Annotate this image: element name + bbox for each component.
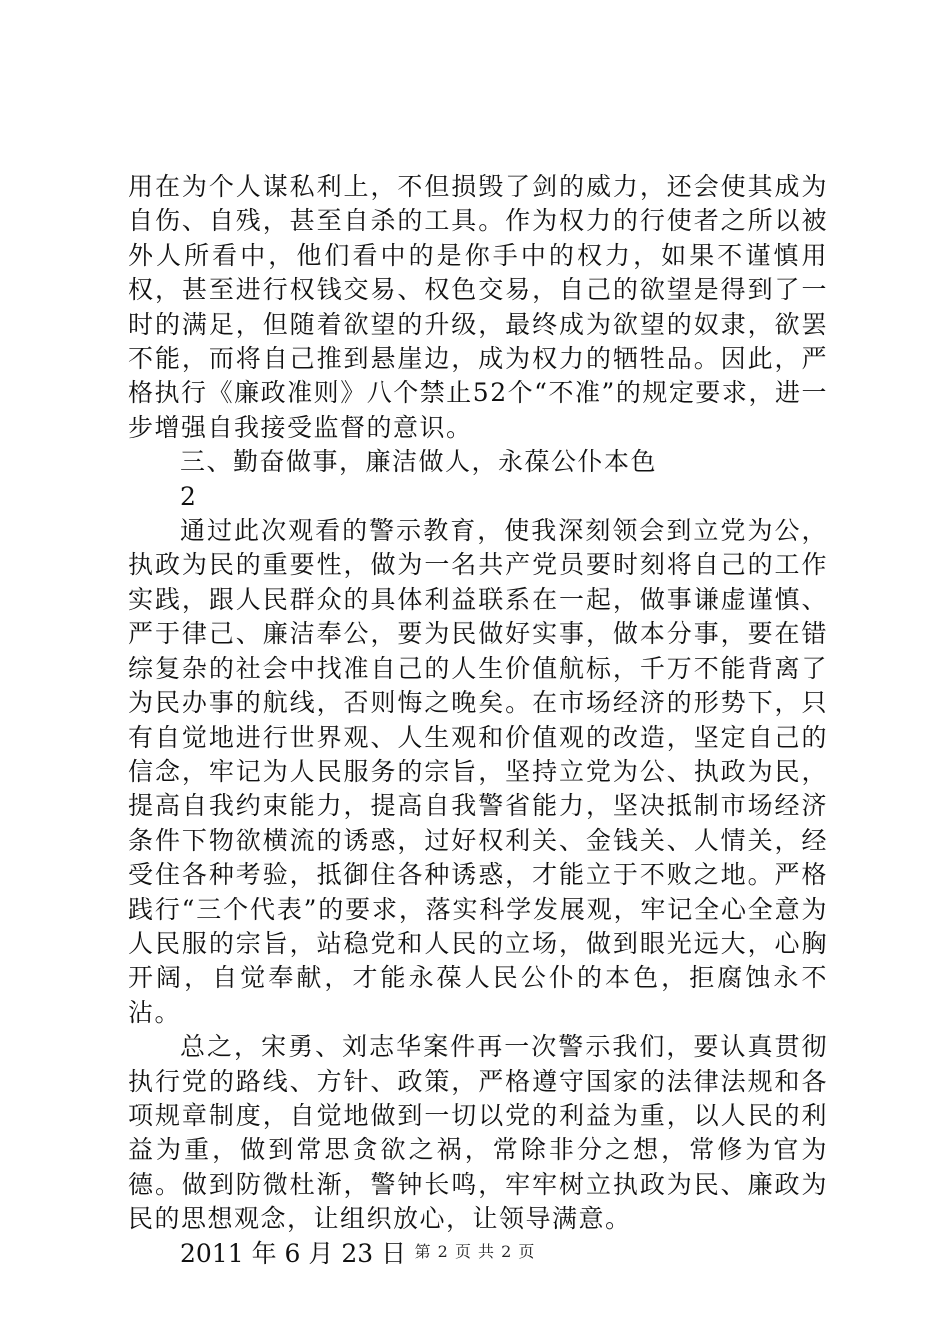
paragraph-conclusion: 总之，宋勇、刘志华案件再一次警示我们，要认真贯彻执行党的路线、方针、政策，严格遵守国家的法律法规和各项规章制度，自觉地做到一切以党的利益为重，以人民的利益为重，做到常思贪欲之祸，常除非分之想，常修为官为德。做到防微杜渐，警钟长鸣，牢牢树立执政为民、廉政为民的思想观念，让组织放心，让领导满意。 <box>128 1032 828 1234</box>
paragraph-continued: 用在为个人谋私利上，不但损毁了剑的威力，还会使其成为自伤、自残，甚至自杀的工具。作为权力的行使者之所以被外人所看中，他们看中的是你手中的权力，如果不谨慎用权，甚至进行权钱交易、权色交易，自己的欲望是得到了一时的满足，但随着欲望的升级，最终成为欲望的奴隶，欲罢不能，而将自己推到悬崖边，成为权力的牺牲品。因此，严格执行《廉政准则》八个禁止52个“不准”的规定要求，进一步增强自我接受监督的意识。 <box>128 172 828 442</box>
paragraph-warning-education: 通过此次观看的警示教育，使我深刻领会到立党为公，执政为民的重要性，做为一名共产党员要时刻将自己的工作实践，跟人民群众的具体利益联系在一起，做事谦虚谨慎、严于律己、廉洁奉公，要为民做好实事，做本分事，要在错综复杂的社会中找准自己的人生价值航标，千万不能背离了为民办事的航线，否则悔之晚矣。在市场经济的形势下，只有自觉地进行世界观、人生观和价值观的改造，坚定自己的信念，牢记为人民服务的宗旨，坚持立党为公、执政为民，提高自我约束能力，提高自我警省能力，坚决抵制市场经济条件下物欲横流的诱惑，过好权利关、金钱关、人情关，经受住各种考验，抵御住各种诱惑，才能立于不败之地。严格践行“三个代表”的要求，落实科学发展观，牢记全心全意为人民服的宗旨，站稳党和人民的立场，做到眼光远大，心胸开阔，自觉奉献，才能永葆人民公仆的本色，拒腐蚀永不沾。 <box>128 516 828 1027</box>
document-date: 2011 年 6 月 23 日 <box>180 1238 407 1268</box>
section-heading: 三、勤奋做事，廉洁做人，永葆公仆本色 <box>180 447 658 477</box>
page-footer: 第 2 页 共 2 页 <box>414 1242 536 1261</box>
page-marker: 2 <box>180 481 196 511</box>
document-body <box>128 170 828 1271</box>
